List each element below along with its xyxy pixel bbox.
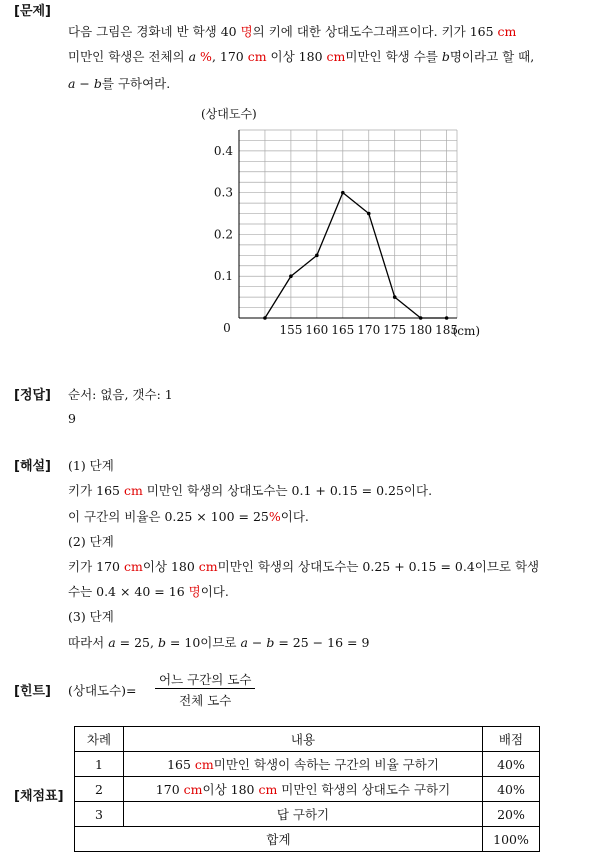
var-b: b bbox=[441, 49, 450, 64]
row-score: 40% bbox=[483, 777, 540, 802]
y-tick-label: 0.2 bbox=[213, 227, 233, 242]
unit-segment: cm bbox=[123, 559, 143, 574]
text-segment: 이상 180 bbox=[266, 49, 327, 64]
scoring-label: [채점표] bbox=[14, 789, 64, 804]
text-segment: 미만인 학생 수를 bbox=[345, 49, 442, 64]
step1-title: (1) 단계 bbox=[68, 458, 114, 473]
row-order: 1 bbox=[75, 752, 124, 777]
row-content bbox=[124, 777, 483, 802]
y-tick-label: 0.3 bbox=[213, 185, 233, 200]
unit-segment: 명 bbox=[240, 24, 253, 39]
text-segment: 수는 0.4 × 40 = 16 bbox=[68, 584, 189, 599]
origin-label: 0 bbox=[223, 321, 231, 335]
var-a: a bbox=[240, 635, 248, 650]
step3-title: (3) 단계 bbox=[68, 609, 114, 624]
var-a: a bbox=[188, 49, 197, 64]
header-score: 배점 bbox=[483, 727, 540, 752]
unit-segment: % bbox=[200, 49, 212, 64]
unit-segment: % bbox=[268, 509, 281, 524]
x-tick-label: 160 bbox=[305, 323, 329, 337]
text-segment: 미만인 학생의 상대도수는 0.25 + 0.15 = 0.4이므로 학생 bbox=[217, 559, 540, 574]
fraction-denominator: 전체 도수 bbox=[179, 693, 232, 708]
var-a: a bbox=[108, 635, 116, 650]
text-segment: − bbox=[75, 76, 94, 91]
total-score: 100% bbox=[483, 827, 540, 852]
text-segment: − bbox=[247, 635, 267, 650]
unit-segment: cm bbox=[247, 49, 267, 64]
data-point bbox=[393, 295, 397, 299]
problem-line-2 bbox=[68, 47, 534, 65]
text-segment: , 170 bbox=[211, 49, 248, 64]
table-total-row bbox=[75, 827, 540, 852]
text-segment: 미만인 학생이 속하는 구간의 비율 구하기 bbox=[213, 757, 439, 772]
var-a: a bbox=[68, 76, 76, 91]
unit-segment: cm bbox=[198, 559, 218, 574]
scoring-table bbox=[74, 726, 540, 852]
text-segment: 이 구간의 비율은 0.25 × 100 = 25 bbox=[68, 509, 269, 524]
relative-frequency-chart bbox=[195, 100, 485, 345]
text-segment: = 10이므로 bbox=[165, 635, 241, 650]
data-point bbox=[289, 274, 293, 278]
solution-label: [해설] bbox=[14, 459, 51, 474]
unit-segment: cm bbox=[123, 483, 143, 498]
row-order: 2 bbox=[75, 777, 124, 802]
text-segment: 170 bbox=[155, 782, 184, 797]
row-content bbox=[124, 752, 483, 777]
text-segment: 미만인 학생의 상대도수는 0.1 + 0.15 = 0.25이다. bbox=[142, 483, 433, 498]
unit-segment: cm bbox=[258, 782, 278, 797]
text-segment: = 25, bbox=[115, 635, 158, 650]
table-header-row bbox=[75, 727, 540, 752]
step2-title: (2) 단계 bbox=[68, 534, 114, 549]
unit-segment: 명 bbox=[188, 584, 201, 599]
text-segment: 미만인 학생의 상대도수 구하기 bbox=[277, 782, 451, 797]
row-order: 3 bbox=[75, 802, 124, 827]
y-axis-label: (상대도수) bbox=[201, 107, 257, 121]
x-axis-label: (cm) bbox=[452, 324, 481, 338]
row-content: 답 구하기 bbox=[124, 802, 483, 827]
x-tick-label: 170 bbox=[357, 323, 381, 337]
text-segment: 명이라고 할 때, bbox=[449, 49, 535, 64]
text-segment: 다음 그림은 경화네 반 학생 40 bbox=[68, 24, 241, 39]
row-score: 40% bbox=[483, 752, 540, 777]
y-tick-label: 0.4 bbox=[213, 143, 233, 158]
x-tick-label: 185 bbox=[435, 323, 459, 337]
text-segment: 165 bbox=[167, 757, 195, 772]
step3-line-a bbox=[68, 633, 369, 651]
x-tick-label: 155 bbox=[279, 323, 303, 337]
problem-line-3 bbox=[68, 74, 170, 92]
data-point bbox=[315, 254, 319, 258]
text-segment: 이상 180 bbox=[142, 559, 199, 574]
text-segment: 의 키에 대한 상대도수그래프이다. 키가 165 bbox=[252, 24, 498, 39]
unit-segment: cm bbox=[326, 49, 346, 64]
fraction-numerator: 어느 구간의 도수 bbox=[155, 670, 255, 689]
unit-segment: cm bbox=[183, 782, 203, 797]
data-point bbox=[445, 316, 449, 320]
step2-line-b bbox=[68, 582, 229, 600]
table-row bbox=[75, 752, 540, 777]
var-b: b bbox=[157, 635, 166, 650]
x-tick-label: 180 bbox=[409, 323, 433, 337]
text-segment: 이다. bbox=[200, 584, 229, 599]
var-b: b bbox=[93, 76, 102, 91]
text-segment: 따라서 bbox=[68, 635, 109, 650]
step1-line-b bbox=[68, 507, 309, 525]
answer-line-1: 순서: 없음, 갯수: 1 bbox=[68, 387, 173, 402]
table-row bbox=[75, 802, 540, 827]
problem-label: [문제] bbox=[14, 4, 51, 19]
data-point bbox=[367, 212, 371, 216]
total-label: 합계 bbox=[75, 827, 483, 852]
x-tick-label: 165 bbox=[331, 323, 355, 337]
step1-line-a bbox=[68, 481, 432, 499]
data-point bbox=[341, 191, 345, 195]
text-segment: 이다. bbox=[280, 509, 309, 524]
text-segment: 이상 180 bbox=[202, 782, 259, 797]
unit-segment: cm bbox=[194, 757, 214, 772]
x-tick-label: 175 bbox=[383, 323, 407, 337]
text-segment: 를 구하여라. bbox=[101, 76, 171, 91]
problem-line-1 bbox=[68, 22, 516, 40]
header-order: 차례 bbox=[75, 727, 124, 752]
answer-label: [정답] bbox=[14, 388, 51, 403]
hint-label: [힌트] bbox=[14, 684, 51, 699]
hint-lhs: (상대도수)= bbox=[68, 683, 137, 698]
table-row bbox=[75, 777, 540, 802]
text-segment: 키가 165 bbox=[68, 483, 124, 498]
row-score: 20% bbox=[483, 802, 540, 827]
step2-line-a bbox=[68, 557, 539, 575]
data-point bbox=[419, 316, 423, 320]
text-segment: = 25 − 16 = 9 bbox=[274, 635, 370, 650]
unit-segment: cm bbox=[497, 24, 517, 39]
text-segment: 미만인 학생은 전체의 bbox=[68, 49, 189, 64]
hint-fraction bbox=[155, 670, 255, 709]
answer-value: 9 bbox=[68, 411, 76, 426]
var-b: b bbox=[266, 635, 275, 650]
data-point bbox=[263, 316, 267, 320]
text-segment: 키가 170 bbox=[68, 559, 124, 574]
y-tick-label: 0.1 bbox=[213, 269, 233, 284]
header-content: 내용 bbox=[124, 727, 483, 752]
